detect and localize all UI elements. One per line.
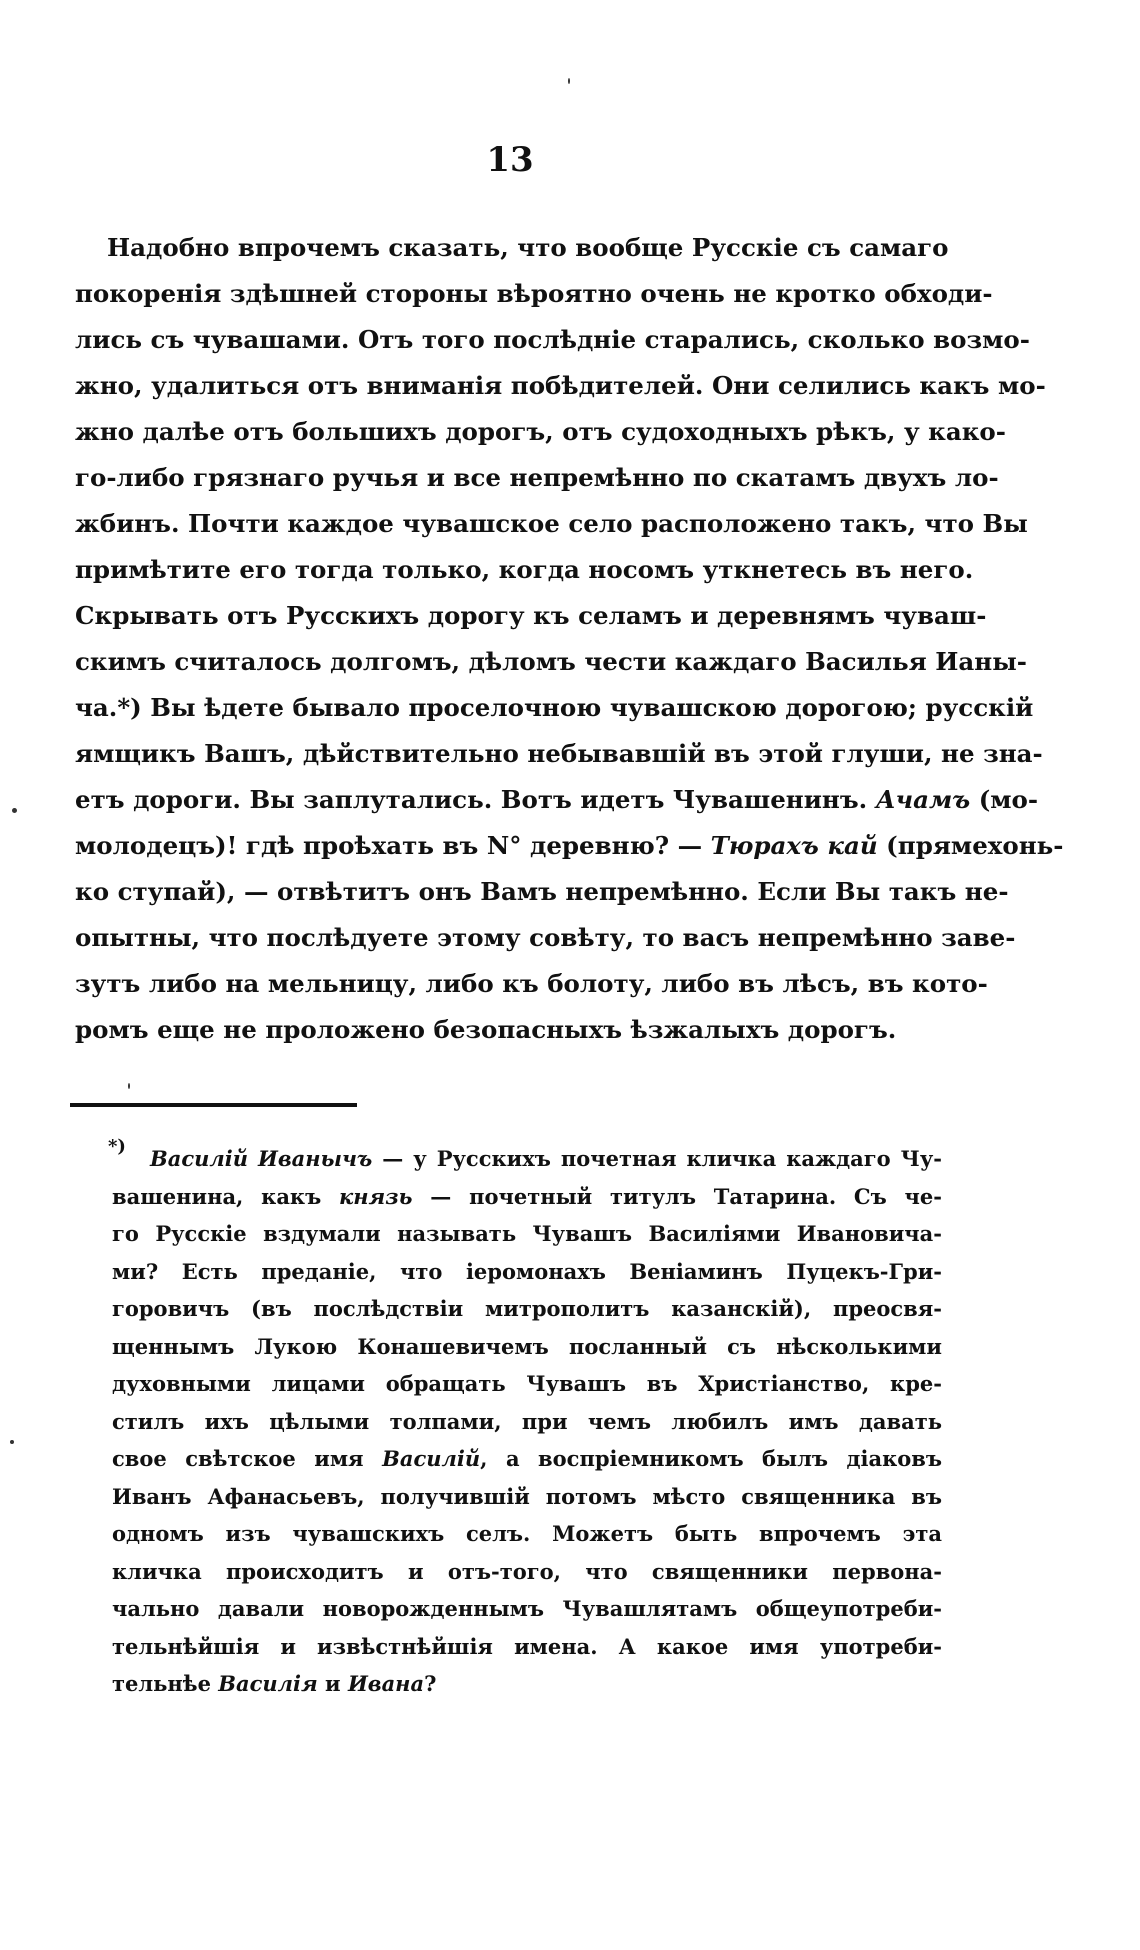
text-line: жбинъ. Почти каждое чувашское село расположено такъ, что Вы <box>75 509 1028 538</box>
text-segment: , а воспріемникомъ былъ діаковъ <box>480 1446 942 1471</box>
footnote-line: ми? Есть преданіе, что іеромонахъ Веніаминъ Пуцекъ-Гри- <box>112 1258 942 1284</box>
footnote-line <box>112 1440 942 1478</box>
italic-word: Василій <box>382 1446 481 1471</box>
text-line: жно далѣе отъ большихъ дорогъ, отъ судоходныхъ рѣкъ, у како- <box>75 417 1006 446</box>
footnote-divider <box>70 1103 357 1107</box>
footnote-marker: *) <box>108 1136 126 1157</box>
text-line: зутъ либо на мельницу, либо къ болоту, либо въ лѣсъ, въ кото- <box>75 969 988 998</box>
text-segment: и <box>325 1671 341 1696</box>
italic-phrase: Василій Иванычъ <box>150 1146 373 1171</box>
text-line: опытны, что послѣдуете этому совѣту, то васъ непремѣнно заве- <box>75 923 1016 952</box>
main-paragraph <box>75 225 1064 1053</box>
text-line: покоренія здѣшней стороны вѣроятно очень не кротко обходи- <box>75 279 993 308</box>
footnote-line: горовичъ (въ послѣдствіи митрополитъ казанскій), преосвя- <box>112 1296 942 1321</box>
footnote-line <box>112 1140 942 1178</box>
text-segment: — почетный титулъ Татарина. Съ че- <box>430 1183 942 1209</box>
scan-speck <box>10 1440 14 1444</box>
text-segment: тельнѣе <box>112 1671 211 1696</box>
footnote-line: одномъ изъ чувашскихъ селъ. Можетъ быть впрочемъ эта <box>112 1521 942 1546</box>
text-line: Скрывать отъ Русскихъ дорогу къ селамъ и деревнямъ чуваш- <box>75 601 987 630</box>
text-segment: молодецъ)! гдѣ проѣхать въ N° деревню? — <box>75 831 703 860</box>
footnote <box>108 1136 942 1703</box>
text-segment: (мо- <box>978 785 1039 814</box>
text-line-last: ромъ еще не проложено безопасныхъ ѣзжалыхъ дорогъ. <box>75 1015 897 1044</box>
footnote-line-last <box>112 1665 942 1703</box>
text-line: ча.*) Вы ѣдете бывало проселочною чувашскою дорогою; русскій <box>75 693 1034 722</box>
text-line: скимъ считалось долгомъ, дѣломъ чести каждаго Василья Ианы- <box>75 647 1027 676</box>
footnote-line: го Русскіе вздумали называть Чувашъ Василіями Ивановича- <box>112 1221 942 1246</box>
footnote-line: стилъ ихъ цѣлыми толпами, при чемъ любилъ имъ давать <box>112 1408 942 1434</box>
scan-speck <box>128 1083 130 1089</box>
text-segment: етъ дороги. Вы заплутались. Вотъ идетъ Чувашенинъ. <box>75 785 868 814</box>
text-segment: ? <box>424 1671 437 1696</box>
italic-phrase: Тюрахъ кай <box>710 831 878 860</box>
text-line: примѣтите его тогда только, когда носомъ уткнетесь въ него. <box>75 555 974 584</box>
footnote-line <box>112 1178 942 1216</box>
italic-word: Василія <box>218 1671 318 1696</box>
text-line: жно, удалиться отъ вниманія побѣдителей. Они селились какъ мо- <box>75 371 1046 400</box>
text-segment: (прямехонь- <box>886 831 1064 860</box>
text-line: лись съ чувашами. Отъ того послѣдніе старались, сколько возмо- <box>75 325 1030 354</box>
footnote-line: щеннымъ Лукою Конашевичемъ посланный съ нѣсколькими <box>112 1333 942 1359</box>
text-segment: вашенина, какъ <box>112 1183 322 1209</box>
footnote-line: Иванъ Афанасьевъ, получившій потомъ мѣсто священника въ <box>112 1483 942 1509</box>
text-line: го-либо грязнаго ручья и все непремѣнно по скатамъ двухъ ло- <box>75 463 999 492</box>
footnote-line: кличка происходитъ и отъ-того, что священники первона- <box>112 1558 942 1584</box>
footnote-line: духовными лицами обращать Чувашъ въ Христіанство, кре- <box>112 1371 942 1396</box>
page-number: 13 <box>486 140 534 180</box>
footnote-line: чально давали новорожденнымъ Чувашлятамъ общеупотреби- <box>112 1596 942 1621</box>
text-segment: — у Русскихъ почетная кличка каждаго Чу- <box>382 1146 942 1171</box>
text-line-with-italic <box>75 777 1039 823</box>
italic-word: Ачамъ <box>875 785 971 814</box>
italic-word: Ивана <box>347 1671 425 1696</box>
scan-speck <box>568 78 570 84</box>
text-segment: свое свѣтское имя <box>112 1446 364 1471</box>
text-line-with-italic <box>75 823 1064 869</box>
text-line: Надобно впрочемъ сказать, что вообще Русскіе съ самаго <box>107 233 949 262</box>
text-line: ко ступай), — отвѣтитъ онъ Вамъ непремѣнно. Если Вы такъ не- <box>75 877 1009 906</box>
footnote-line: тельнѣйшія и извѣстнѣйшія имена. А какое имя употреби- <box>112 1633 942 1659</box>
scan-speck <box>12 808 17 813</box>
text-line: ямщикъ Вашъ, дѣйствительно небывавшій въ этой глуши, не зна- <box>75 739 1043 768</box>
italic-word: князь <box>339 1183 413 1209</box>
